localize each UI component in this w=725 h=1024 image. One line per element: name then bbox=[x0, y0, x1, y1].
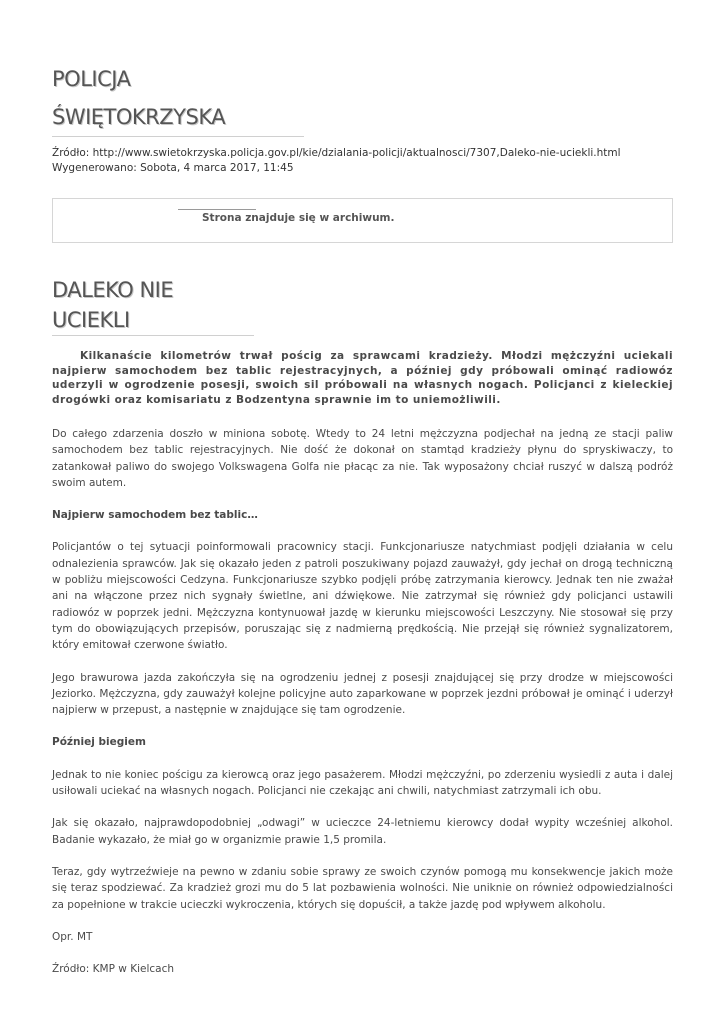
article-paragraph: Policjantów o tej sytuacji poinformowali pracownicy stacji. Funkcjonariusze natychmiast podjęli działania w celu odnalezienia sprawców. Jak się okazało jeden z patroli poszukiwany pojazd zauważył, gdy jechał on drogą techniczną w pobliżu miejscowości Cedzyna. Funkcjonariusze szybko podjęli próbę zatrzymania kierowcy. Jednak ten nie zważał ani na włączone przez nich sygnały świetlne, ani dźwiękowe. Nie zatrzymał się również gdy policjanci ustawili radiowóz w poprzek jedni. Mężczyzna kontynuował jazdę w kierunku miejscowości Leszczyny. Nie stosował się przy tym do obowiązujących przepisów, poruszając się z nadmierną prędkością. Nie przejął się również sygnalizatorem, który emitował czerwone światło. bbox=[52, 541, 673, 652]
article-source: Źródło: KMP w Kielcach bbox=[52, 963, 175, 976]
archive-notice-text: Strona znajduje się w archiwum. bbox=[202, 212, 395, 224]
article-paragraph: Jego brawurowa jazda zakończyła się na ogrodzeniu jednej z posesji znajdującej się przy drodze w miejscowości Jeziorko. Mężczyzna, gdy zauważył kolejne policyjne auto zaparkowane w poprzek jezdni próbował je ominąć i uderzył najpierw w przepust, a następnie w znajdujące się tam ogrodzenie. bbox=[52, 671, 673, 717]
source-url-line: Źródło: http://www.swietokrzyska.policja.gov.pl/kie/dzialania-policji/aktualnosci/7307,Daleko-nie-uciekli.html bbox=[52, 147, 621, 159]
document-meta bbox=[52, 146, 673, 176]
article-paragraph: Teraz, gdy wytrzeźwieje na pewno w zdaniu sobie sprawy ze swoich czynów pomogą mu konsekwencje jakich może się teraz spodziewać. Za kradzież grozi mu do 5 lat pozbawienia wolności. Nie uniknie on również odpowiedzialności za popełnione w trakcie ucieczki wykroczenia, których się dopuścił, a także jazdę pod wpływem alkoholu. bbox=[52, 865, 673, 911]
article-author: Opr. MT bbox=[52, 930, 93, 943]
section-heading: Później biegiem bbox=[52, 736, 146, 749]
site-title: POLICJA ŚWIĘTOKRZYSKA bbox=[52, 60, 304, 137]
article-body bbox=[52, 426, 673, 977]
document-page bbox=[52, 60, 673, 977]
section-heading: Najpierw samochodem bez tablic… bbox=[52, 509, 258, 522]
archive-notice-box bbox=[52, 198, 673, 243]
generated-date-line: Wygenerowano: Sobota, 4 marca 2017, 11:45 bbox=[52, 162, 294, 174]
article-paragraph: Jak się okazało, najprawdopodobniej „odwagi” w ucieczce 24-letniemu kierowcy dodał wypity wcześniej alkohol. Badanie wykazało, że miał go w organizmie prawie 1,5 promila. bbox=[52, 817, 673, 846]
article-paragraph: Do całego zdarzenia doszło w miniona sobotę. Wtedy to 24 letni mężczyzna podjechał na jedną ze stacji paliw samochodem bez tablic rejestracyjnych. Nie dość że dokonał on stamtąd kradzieży płynu do spryskiwaczy, to zatankował paliwo do swojego Volkswagena Golfa nie płacąc za nie. Tak wyposażony chciał ruszyć w dalszą podróż swoim autem. bbox=[52, 428, 673, 489]
article-title: DALEKO NIE UCIEKLI bbox=[52, 275, 254, 336]
article-paragraph: Jednak to nie koniec pościgu za kierowcą oraz jego pasażerem. Młodzi mężczyźni, po zderzeniu wysiedli z auta i dalej usiłowali uciekać na własnych nogach. Policjanci nie czekając ani chwili, natychmiast zatrzymali ich obu. bbox=[52, 768, 673, 798]
archive-divider bbox=[178, 209, 256, 210]
article-lead: Kilkanaście kilometrów trwał pościg za sprawcami kradzieży. Młodzi mężczyźni uciekali najpierw samochodem bez tablic rejestracyjnych, a później gdy próbowali ominąć radiowóz uderzyli w ogrodzenie posesji, swoich sil próbowali na własnych nogach. Policjanci z kieleckiej drogówki oraz komisariatu z Bodzentyna sprawnie im to uniemożliwili. bbox=[52, 350, 673, 406]
